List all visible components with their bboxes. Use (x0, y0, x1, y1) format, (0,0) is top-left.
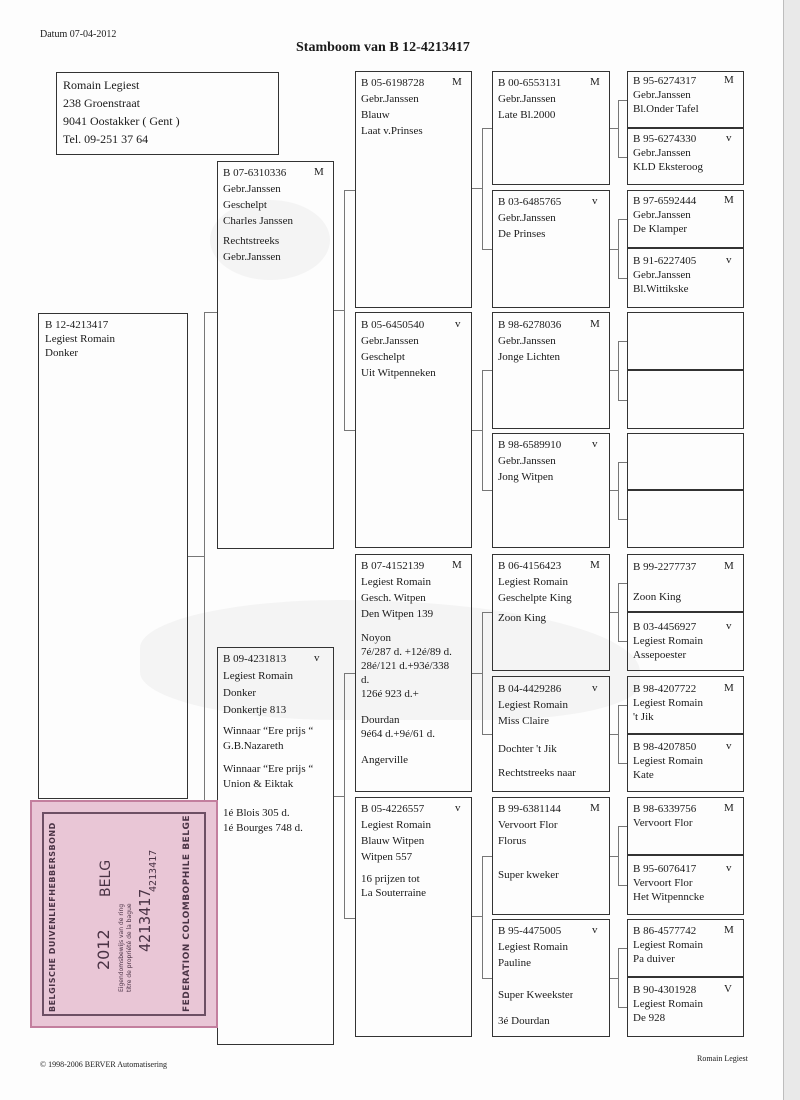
sire-info (223, 166, 293, 264)
gen4-a3-line-2: De Klamper (633, 223, 688, 235)
connector (618, 400, 627, 401)
subject-box (38, 313, 188, 799)
gen3-sss-line-2: Late Bl.2000 (498, 109, 556, 121)
gen2-sd-sex: v (455, 318, 461, 330)
connector (482, 370, 492, 371)
gen4-empty-2 (627, 370, 744, 429)
subject-line-1: Legiest Romain (45, 333, 115, 345)
connector (482, 370, 483, 490)
gen4-b7-ring: B 86-4577742 (633, 925, 697, 937)
gen4-b2-line-1: Legiest Romain (633, 635, 703, 647)
gen2-ss-sex: M (452, 76, 462, 88)
stamp-number-2: 4213417 (148, 849, 159, 892)
connector (618, 462, 619, 519)
gen2-ds-line-2: Gesch. Witpen (361, 592, 426, 604)
gen2-ss-line-1: Gebr.Janssen (361, 93, 419, 105)
gen3-ddd-line-1: Legiest Romain (498, 941, 568, 953)
gen2-ss-ring: B 05-6198728 (361, 77, 425, 89)
connector (334, 310, 344, 311)
gen4-b4-line-1: Legiest Romain (633, 755, 703, 767)
gen3-dds-info (498, 802, 561, 882)
connector (610, 490, 618, 491)
gen2-dd-ring: B 05-4226557 (361, 803, 425, 815)
gen4-b2-ring: B 03-4456927 (633, 621, 697, 633)
sire-sex: M (314, 166, 324, 178)
gen4-a2-ring: B 95-6274330 (633, 133, 697, 145)
subject-ring: B 12-4213417 (45, 319, 109, 331)
gen3-sdd-ring: B 98-6589910 (498, 439, 562, 451)
dam-line-7: Union & Eiktak (223, 778, 294, 790)
gen4-b2-sex: v (726, 620, 732, 632)
gen3-ddd-ring: B 95-4475005 (498, 925, 562, 937)
connector (482, 128, 492, 129)
dam-line-8: 1é Blois 305 d. (223, 807, 290, 819)
gen3-ssd-line-2: De Prinses (498, 228, 546, 240)
gen3-ddd-sex: v (592, 924, 598, 936)
connector (618, 705, 619, 763)
stamp-note-2: titre de propriété de la bague (126, 903, 133, 992)
subject-info (45, 318, 115, 360)
connector (610, 128, 618, 129)
dam-info (223, 652, 313, 836)
gen4-b8-sex: V (724, 983, 732, 995)
connector (618, 1007, 627, 1008)
gen4-b5-line-1: Vervoort Flor (633, 817, 693, 829)
connector (618, 519, 627, 520)
gen3-dss-line-3: Zoon King (498, 612, 546, 624)
gen4-a4-line-1: Gebr.Janssen (633, 269, 691, 281)
gen3-dss-line-2: Geschelpte King (498, 592, 572, 604)
gen4-b8-line-2: De 928 (633, 1012, 666, 1024)
gen3-dds-line-3: Super kweker (498, 869, 559, 881)
connector (618, 948, 627, 949)
dam-line-5: G.B.Nazareth (223, 740, 284, 752)
dam-line-6: Winnaar “Ere prijs “ (223, 763, 314, 775)
connector (618, 583, 627, 584)
footer-copyright: © 1998-2006 BERVER Automatisering (40, 1060, 167, 1069)
gen2-dd-line-5: La Souterraine (361, 887, 427, 899)
gen4-a2-info (633, 132, 703, 174)
gen4-b8-line-1: Legiest Romain (633, 998, 703, 1010)
gen4-a2-line-1: Gebr.Janssen (633, 147, 691, 159)
gen3-sds-line-1: Gebr.Janssen (498, 335, 556, 347)
gen3-sds-ring: B 98-6278036 (498, 319, 562, 331)
gen2-ds-info (361, 559, 452, 767)
connector (344, 673, 355, 674)
connector (618, 948, 619, 1007)
connector (618, 100, 619, 157)
gen3-sds-line-2: Jonge Lichten (498, 351, 561, 363)
gen4-a1-line-2: Bl.Onder Tafel (633, 103, 699, 115)
dam-line-2: Donker (223, 687, 256, 699)
stamp-left-text: BELGISCHE DUIVENLIEFHEBBERSBOND (48, 822, 57, 1012)
connector (472, 188, 482, 189)
gen2-ds-line-7: d. (361, 674, 370, 686)
connector (482, 249, 492, 250)
gen3-dds-line-2: Florus (498, 835, 527, 847)
connector (204, 312, 205, 812)
gen3-ssd-ring: B 03-6485765 (498, 196, 562, 208)
gen3-sdd-info (498, 438, 561, 484)
gen4-b2-info (633, 620, 703, 662)
connector (618, 219, 619, 278)
gen2-dd-sex: v (455, 802, 461, 814)
gen3-dds-line-1: Vervoort Flor (498, 819, 558, 831)
subject-line-2: Donker (45, 347, 78, 359)
gen4-b2-line-2: Assepoester (633, 649, 687, 661)
gen2-ds-sex: M (452, 559, 462, 571)
gen2-ds-line-5: 7é/287 d. +12é/89 d. (361, 646, 452, 658)
connector (618, 641, 627, 642)
connector (188, 556, 204, 557)
sire-ring: B 07-6310336 (223, 167, 287, 179)
gen4-b3-ring: B 98-4207722 (633, 683, 697, 695)
gen2-ss-info (361, 76, 424, 138)
gen2-dd-line-1: Legiest Romain (361, 819, 431, 831)
gen4-b6-sex: v (726, 862, 732, 874)
gen4-b6-info (633, 862, 704, 904)
connector (482, 490, 492, 491)
connector (482, 612, 492, 613)
connector (610, 734, 618, 735)
connector (472, 430, 482, 431)
connector (618, 157, 627, 158)
connector (482, 978, 492, 979)
gen3-ssd-sex: v (592, 195, 598, 207)
dam-sex: v (314, 652, 320, 664)
gen3-sss-sex: M (590, 76, 600, 88)
gen4-empty-4 (627, 490, 744, 548)
gen4-a1-ring: B 95-6274317 (633, 75, 697, 87)
gen2-sd-ring: B 05-6450540 (361, 319, 425, 331)
gen3-dsd-line-1: Legiest Romain (498, 699, 568, 711)
connector (344, 190, 345, 430)
gen4-b7-info (633, 924, 703, 966)
gen4-a3-info (633, 194, 696, 236)
gen2-ds-line-9: Dourdan (361, 714, 400, 726)
gen3-sds-sex: M (590, 318, 600, 330)
connector (610, 249, 618, 250)
footer-owner: Romain Legiest (697, 1054, 748, 1063)
gen4-b3-info (633, 682, 703, 724)
gen4-b6-ring: B 95-6076417 (633, 863, 697, 875)
gen4-b5-ring: B 98-6339756 (633, 803, 697, 815)
gen4-a4-sex: v (726, 254, 732, 266)
connector (610, 856, 618, 857)
gen4-b1-line-1: Zoon King (633, 591, 681, 603)
connector (482, 612, 483, 734)
connector (610, 370, 618, 371)
gen3-ddd-line-4: 3é Dourdan (498, 1015, 550, 1027)
connector (472, 916, 482, 917)
gen3-ssd-info (498, 195, 561, 241)
sire-line-2: Geschelpt (223, 199, 267, 211)
dam-line-1: Legiest Romain (223, 670, 293, 682)
gen2-dd-line-2: Blauw Witpen (361, 835, 425, 847)
gen4-b4-line-2: Kate (633, 769, 654, 781)
gen4-a2-sex: v (726, 132, 732, 144)
gen4-b8-ring: B 90-4301928 (633, 984, 697, 996)
gen3-sss-ring: B 00-6553131 (498, 77, 562, 89)
stamp-number: 4213417 (136, 888, 154, 952)
gen2-dd-line-3: Witpen 557 (361, 851, 413, 863)
gen4-a1-sex: M (724, 74, 734, 86)
connector (618, 341, 627, 342)
gen3-dsd-info (498, 682, 576, 790)
connector (618, 219, 627, 220)
stamp-right-text: FEDERATION COLOMBOPHILE BELGE (182, 815, 192, 1012)
gen4-b7-sex: M (724, 924, 734, 936)
sire-line-3: Charles Janssen (223, 215, 293, 227)
connector (618, 583, 619, 641)
gen4-b6-line-2: Het Witpenncke (633, 891, 705, 903)
gen3-dsd-line-4: Rechtstreeks naar (498, 767, 576, 779)
gen4-b4-ring: B 98-4207850 (633, 741, 697, 753)
connector (344, 673, 345, 918)
gen4-b4-info (633, 740, 703, 782)
stamp-note: Eigendomsbewijs van de ring (118, 903, 125, 992)
connector (618, 826, 627, 827)
gen3-dsd-line-2: Miss Claire (498, 715, 550, 727)
gen3-dss-line-1: Legiest Romain (498, 576, 568, 588)
gen4-a4-line-2: Bl.Wittikske (633, 283, 689, 295)
gen4-a3-ring: B 97-6592444 (633, 195, 697, 207)
connector (618, 763, 627, 764)
stamp-year: 2012 (94, 929, 113, 970)
connector (344, 918, 355, 919)
gen3-dss-sex: M (590, 559, 600, 571)
gen3-dds-ring: B 99-6381144 (498, 803, 561, 815)
gen4-b1-sex: M (724, 560, 734, 572)
gen2-ds-line-1: Legiest Romain (361, 576, 431, 588)
gen4-b5-info (633, 802, 696, 830)
dam-line-9: 1é Bourges 748 d. (223, 822, 303, 834)
gen4-b7-line-1: Legiest Romain (633, 939, 703, 951)
gen2-ds-line-3: Den Witpen 139 (361, 608, 434, 620)
gen4-b3-line-1: Legiest Romain (633, 697, 703, 709)
page-edge (783, 0, 800, 1100)
gen4-b5-sex: M (724, 802, 734, 814)
connector (482, 856, 492, 857)
connector (482, 856, 483, 978)
connector (204, 312, 217, 313)
ring-stamp (30, 800, 218, 1028)
page-title: Stamboom van B 12-4213417 (296, 40, 470, 55)
gen4-empty-1 (627, 312, 744, 370)
gen2-sd-line-1: Gebr.Janssen (361, 335, 419, 347)
sire-line-4: Rechtstreeks (223, 235, 280, 247)
gen4-a1-info (633, 74, 699, 116)
gen4-a1-line-1: Gebr.Janssen (633, 89, 691, 101)
connector (334, 796, 344, 797)
gen2-sd-line-2: Geschelpt (361, 351, 405, 363)
connector (482, 128, 483, 249)
gen4-a3-line-1: Gebr.Janssen (633, 209, 691, 221)
connector (472, 673, 482, 674)
owner-name: Romain Legiest (63, 78, 140, 92)
gen3-dds-sex: M (590, 802, 600, 814)
gen3-sss-info (498, 76, 561, 122)
gen2-dd-info (361, 802, 431, 900)
connector (618, 462, 627, 463)
gen3-sdd-line-2: Jong Witpen (498, 471, 554, 483)
gen3-ddd-info (498, 924, 573, 1034)
gen2-ds-line-4: Noyon (361, 632, 391, 644)
gen3-ddd-line-3: Super Kweekster (498, 989, 574, 1001)
sire-line-5: Gebr.Janssen (223, 251, 281, 263)
gen3-sdd-line-1: Gebr.Janssen (498, 455, 556, 467)
gen3-sss-line-1: Gebr.Janssen (498, 93, 556, 105)
gen4-b1-ring: B 99-2277737 (633, 561, 697, 573)
connector (618, 826, 619, 885)
gen2-ds-ring: B 07-4152139 (361, 560, 425, 572)
connector (618, 885, 627, 886)
gen4-b3-sex: M (724, 682, 734, 694)
gen3-dsd-ring: B 04-4429286 (498, 683, 562, 695)
dam-ring: B 09-4231813 (223, 653, 287, 665)
connector (344, 190, 355, 191)
connector (618, 100, 627, 101)
connector (610, 978, 618, 979)
gen2-dd-line-4: 16 prijzen tot (361, 873, 420, 885)
gen3-sdd-sex: v (592, 438, 598, 450)
gen4-a2-line-2: KLD Eksteroog (633, 161, 703, 173)
connector (618, 341, 619, 400)
gen4-b4-sex: v (726, 740, 732, 752)
gen4-b3-line-2: 't Jik (633, 711, 654, 723)
gen3-ddd-line-2: Pauline (498, 957, 531, 969)
gen4-a4-ring: B 91-6227405 (633, 255, 697, 267)
owner-phone: Tel. 09-251 37 64 (63, 132, 149, 146)
stamp-country: BELG (98, 859, 114, 897)
gen2-ds-line-6: 28é/121 d.+93é/338 (361, 660, 450, 672)
connector (618, 705, 627, 706)
gen2-ds-line-10: 9é64 d.+9é/61 d. (361, 728, 436, 740)
gen4-a3-sex: M (724, 194, 734, 206)
gen2-ds-line-11: Angerville (361, 754, 409, 766)
gen2-ss-line-3: Laat v.Prinses (361, 125, 423, 137)
gen3-dss-ring: B 06-4156423 (498, 560, 562, 572)
owner-street: 238 Groenstraat (63, 96, 140, 110)
gen3-dsd-line-3: Dochter 't Jik (498, 743, 557, 755)
sire-line-1: Gebr.Janssen (223, 183, 281, 195)
gen4-b7-line-2: Pa duiver (633, 953, 675, 965)
connector (344, 430, 355, 431)
gen2-ss-line-2: Blauw (361, 109, 390, 121)
gen4-b6-line-1: Vervoort Flor (633, 877, 693, 889)
connector (618, 278, 627, 279)
gen4-b8-info (633, 983, 703, 1025)
gen3-dsd-sex: v (592, 682, 598, 694)
date-label: Datum 07-04-2012 (40, 29, 117, 40)
gen4-a4-info (633, 254, 696, 296)
gen4-b1-info (633, 560, 696, 604)
dam-line-4: Winnaar “Ere prijs “ (223, 725, 314, 737)
gen2-sd-info (361, 318, 436, 380)
gen4-empty-3 (627, 433, 744, 490)
connector (610, 612, 618, 613)
gen2-sd-line-3: Uit Witpenneken (361, 367, 436, 379)
dam-line-3: Donkertje 813 (223, 704, 287, 716)
owner-info (63, 76, 180, 148)
gen3-dss-info (498, 559, 572, 625)
owner-city: 9041 Oostakker ( Gent ) (63, 114, 180, 128)
gen3-ssd-line-1: Gebr.Janssen (498, 212, 556, 224)
gen2-ds-line-8: 126é 923 d.+ (361, 688, 419, 700)
connector (482, 734, 492, 735)
gen3-sds-info (498, 318, 561, 364)
